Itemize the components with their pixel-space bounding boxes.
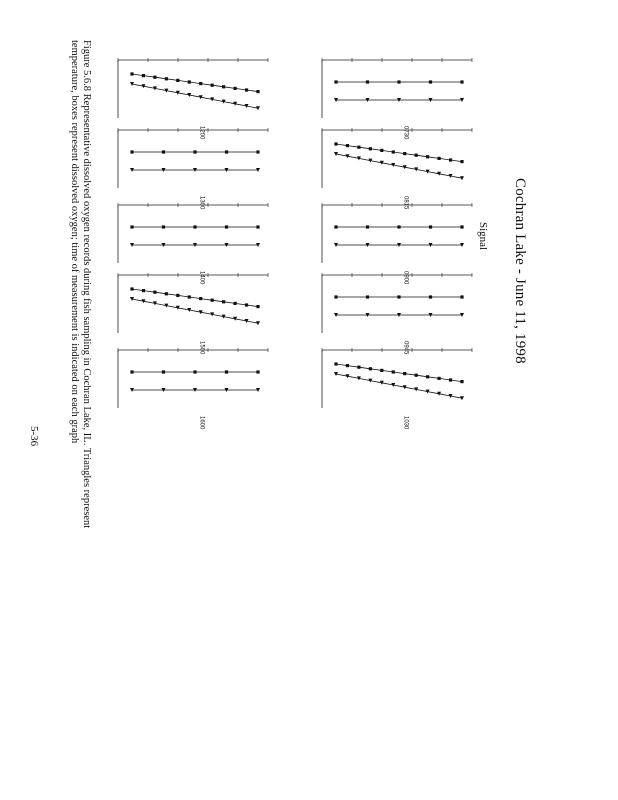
temperature-series-line [336, 374, 462, 398]
plot-panel [322, 203, 472, 285]
plot-panel [118, 203, 268, 285]
plot-panel [118, 58, 268, 140]
panel-time-label: 1400 [198, 271, 205, 285]
oxygen-series-line [336, 144, 462, 162]
temperature-series-line [336, 154, 462, 178]
plot-panel [322, 128, 472, 210]
panel-time-label: 0900 [402, 271, 409, 285]
page-number: 5-36 [28, 426, 40, 447]
panel-time-label: 1500 [198, 341, 205, 355]
panel-time-label: 0730 [402, 126, 409, 140]
temperature-series-line [132, 84, 258, 108]
panel-time-label: 1200 [198, 126, 205, 140]
panel-time-label: 0945 [402, 341, 409, 355]
plot-panel [322, 273, 472, 355]
plot-panel [322, 58, 472, 140]
temperature-series-line [132, 299, 258, 323]
page-title: Cochran Lake - June 11, 1998 [512, 178, 528, 364]
plot-panel [322, 348, 472, 430]
oxygen-series-line [336, 364, 462, 382]
figure-caption-line-2: temperature, boxes represent dissolved oxygen; time of measurement is indicated on each graph [69, 40, 80, 444]
panel-time-label: 1600 [198, 416, 205, 430]
oxygen-series-line [132, 289, 258, 307]
plot-panel [118, 348, 268, 430]
oxygen-series-line [132, 74, 258, 92]
page-subtitle: Signal [477, 222, 489, 251]
figure-caption-line-1: Figure 5.6.8 Representative dissolved oxygen records during fish sampling in Cochran Lake, IL. Triangles represent [81, 40, 92, 529]
plot-panel [118, 273, 268, 355]
plot-panel [118, 128, 268, 210]
panel-time-label: 1300 [198, 196, 205, 210]
panel-time-label: 1030 [402, 416, 409, 430]
panel-time-label: 0815 [402, 196, 409, 210]
